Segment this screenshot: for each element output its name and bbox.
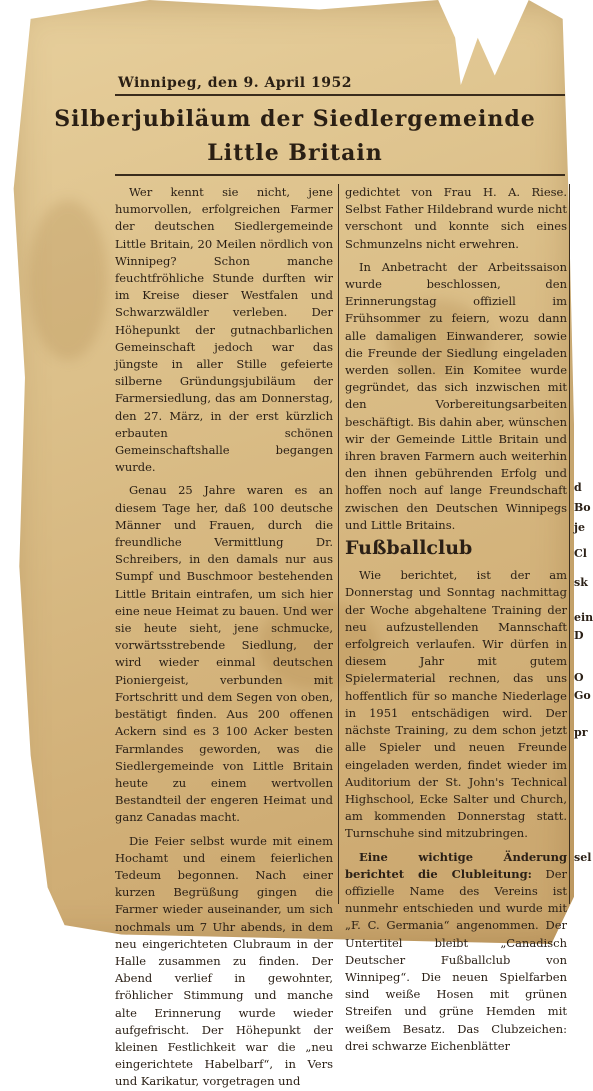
notice-lead: Eine wichtige Änderung berichtet die Clubleitung: [345,849,567,881]
dateline-rule [115,94,565,96]
edge-fragment: Go [574,689,591,702]
edge-fragment: sel [574,851,592,864]
edge-fragment: O [574,671,584,684]
club-notice [345,849,567,1055]
dateline: Winnipeg, den 9. April 1952 [118,75,352,91]
club-paragraph-1: Wie berichtet, ist der am Donnerstag und Sonntag nachmittag der Woche abgehaltene Training der neu aufzustellenden Mannschaft erfolgreich verlaufen. Wir dürfen in diesem Jahr mit gutem Spielermaterial rechnen, das uns hoffentlich für so manche Niederlage in 1951 entschädigen wird. Der nächste Training, zu dem schon jetzt alle Spieler und neuen Freunde eingeladen werden, findet wieder im Auditorium der St. John's Technical Highschool, Ecke Salter und Church, am kommenden Donnerstag statt. Turnschuhe sind mitzubringen. [345,568,567,841]
left-paragraph-1: Wer kennt sie nicht, jene humorvollen, erfolgreichen Farmer der deutschen Siedlergemeinde Little Britain, 20 Meilen nördlich von Winnipeg? Schon manche feuchtfröhliche Stunde durften wir im Kreise dieser Westfalen und Schwarzwäldler verleben. Der Höhepunkt der gutnachbarlichen Gemeinschaft jedoch war das jüngste in aller Stille gefeierte silberne Gründungsjubiläum der Farmersiedlung, das am Donnerstag, den 27. März, in der erst kürzlich erbauten schönen Gemeinschaftshalle begangen wurde. [115,185,333,475]
notice-text: Der offizielle Name des Vereins ist nunmehr entschieden und wurde mit „F. C. Germania“ angenommen. Der Untertitel bleibt „Canadisch Deutscher Fußballclub von Winnipeg“. Die neuen Spielfarben sind weiße Hosen mit grünen Streifen und grüne Hemden mit weißem Besatz. Das Clubzeichen: drei schwarze Eichenblätter [345,866,568,1053]
headline-rule [115,174,565,176]
left-column [115,184,333,1089]
edge-fragment: pr [574,726,588,739]
edge-fragment: D [574,629,584,642]
right-paragraph-2: In Anbetracht der Arbeitssaison wurde beschlossen, den Erinnerungstag offiziell im Frühsommer zu feiern, wozu dann alle damaligen Einwanderer, sowie die Freunde der Siedlung eingeladen werden sollen. Ein Komitee wurde gegründet, das sich inzwischen mit den Vorbereitungsarbeiten beschäftigt. Bis dahin aber, wünschen wir der Gemeinde Little Britain und ihren braven Farmern auch weiterhin den ihnen gebührenden Erfolg und hoffen noch auf lange Freundschaft zwischen den Deutschen Winnipegs und Little Britains. [345,259,567,532]
left-paragraph-2: Genau 25 Jahre waren es an diesem Tage her, daß 100 deutsche Männer und Frauen, durch die freundliche Vermittlung Dr. Schreibers, in den damals nur aus Sumpf und Buschmoor bestehenden Little Britain eintrafen, um sich hier eine neue Heimat zu bauen. Und wer sie heute sieht, jene schmucke, vorwärtsstrebende Siedlung, der wird wieder einmal deutschen Pioniergeist, verbunden mit Fortschritt und dem Segen von oben, bestätigt finden. Aus 200 offenen Ackern sind es 3 100 Acker besten Farmlandes geworden, was die Siedlergemeinde von Little Britain heute zu einem wertvollen Bestandteil der engeren Heimat und ganz Canadas macht. [115,483,333,825]
right-paragraph-1: gedichtet von Frau H. A. Riese. Selbst Father Hildebrand wurde nicht verschont und konnte sich eines Schmunzelns nicht erwehren. [345,185,567,251]
fussballclub-subhead: Fußballclub [345,537,473,560]
left-paragraph-3: Die Feier selbst wurde mit einem Hochamt und einem feierlichen Tedeum begonnen. Nach einer kurzen Begrüßung gingen die Farmer wieder auseinander, um sich nochmals um 7 Uhr abends, in dem neu eingerichteten Clubraum in der Halle zusammen zu finden. Der Abend verlief in gewohnter, fröhlicher Stimmung und manche alte Erinnerung wurde wieder aufgefrischt. Der Höhepunkt der kleinen Festlichkeit war die „neu eingerichtete Habelbarf“, in Vers und Karikatur, vorgetragen und [115,833,333,1089]
edge-fragment: sk [574,576,588,589]
edge-fragment: je [574,521,585,534]
headline-line-1: Silberjubiläum der Siedlergemeinde [54,106,536,132]
headline-line-2: Little Britain [207,140,383,166]
edge-fragment: Cl [574,547,587,560]
edge-fragment: d [574,481,582,494]
edge-fragment: Bo [574,501,591,514]
edge-fragment: ein [574,611,593,624]
paper-stain [28,200,108,360]
column-divider [338,184,339,904]
right-edge-divider [569,184,570,904]
right-column [345,184,568,1053]
